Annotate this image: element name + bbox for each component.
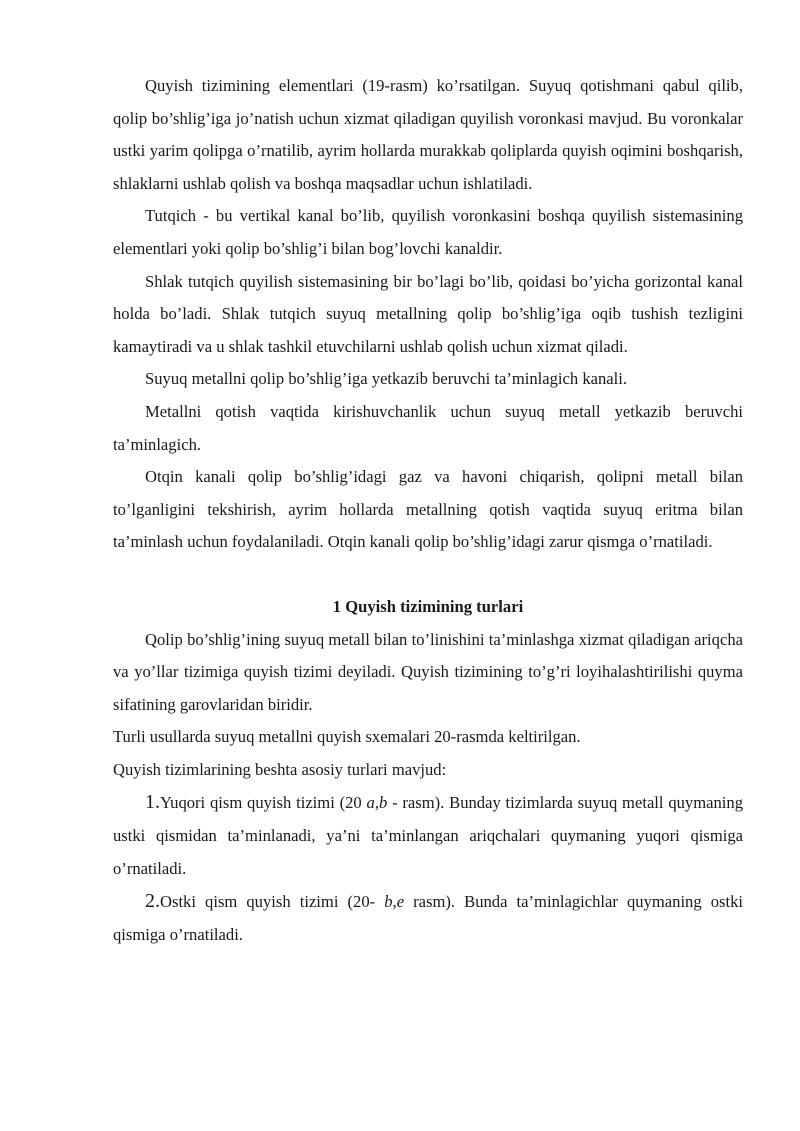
list-item-text-end: - rasm). Bunday tizimlarda suyuq metall quymaning ustki qismidan ta’minlanadi, ya’ni ta’minlangan ariqchalari quymaning yuqori qismiga o’rnatiladi. — [113, 793, 743, 878]
paragraph-taminlagich: Metallni qotish vaqtida kirishuvchanlik uchun suyuq metall yetkazib beruvchi ta’minlagich. — [113, 401, 743, 454]
list-item-number: 2. — [145, 890, 160, 913]
list-item-number: 1. — [145, 791, 160, 814]
list-item-text-end: rasm). Bunda ta’minlagichlar quymaning ostki qismiga o’rnatiladi. — [113, 892, 744, 944]
list-item-figure-ref: b,e — [384, 892, 405, 912]
list-item — [113, 885, 743, 951]
paragraph-types-intro: Quyish tizimlarining beshta asosiy turlari mavjud: — [113, 759, 447, 779]
paragraph-taminlagich-kanali: Suyuq metallni qolip bo’shlig’iga yetkazib beruvchi ta’minlagich kanali. — [145, 369, 628, 389]
list-item-text-start: Yuqori qism quyish tizimi (20 — [160, 793, 367, 813]
document-page — [113, 70, 743, 951]
paragraph-tutqich: Tutqich - bu vertikal kanal bo’lib, quyilish voronkasini boshqa quyilish sistemasining elementlari yoki qolip bo’shlig’i bilan bog’lovchi kanaldir. — [113, 206, 743, 258]
paragraph-schemes: Turli usullarda suyuq metallni quyish sxemalari 20-rasmda keltirilgan. — [113, 727, 581, 747]
paragraph-definition: Qolip bo’shlig’ining suyuq metall bilan to’linishini ta’minlashga xizmat qiladigan ariqcha va yo’llar tizimiga quyish tizimi deyiladi. Quyish tizimining to’g’ri loyihalashtirilishi quyma sifatining garovlaridan biridir. — [113, 629, 743, 714]
list-item-text-start: Ostki qism quyish tizimi (20- — [160, 892, 385, 912]
paragraph-shlak-tutqich: Shlak tutqich quyilish sistemasining bir bo’lagi bo’lib, qoidasi bo’yicha gorizontal kanal holda bo’ladi. Shlak tutqich suyuq metallning qolip bo’shlig’iga oqib tushish tezligini kamaytiradi va u shlak tashkil etuvchilarni ushlab qolish uchun xizmat qiladi. — [113, 271, 743, 356]
list-item — [113, 786, 743, 885]
paragraph-elements: Quyish tizimining elementlari (19-rasm) ko’rsatilgan. Suyuq qotishmani qabul qilib, qolip bo’shlig’iga jo’natish uchun xizmat qiladigan quyilish voronkasi mavjud. Bu voronkalar ustki yarim qolipga o’rnatilib, ayrim hollarda murakkab qoliplarda quyish oqimini boshqarish, shlaklarni ushlab qolish va boshqa maqsadlar uchun ishlatiladi. — [113, 76, 743, 193]
section-heading: 1 Quyish tizimining turlari — [332, 596, 524, 616]
paragraph-otqin-kanali: Otqin kanali qolip bo’shlig’idagi gaz va havoni chiqarish, qolipni metall bilan to’lganligini tekshirish, ayrim hollarda metallning qotish vaqtida suyuq eritma bilan ta’minlash uchun foydalaniladi. Otqin kanali qolip bo’shlig’idagi zarur qismga o’rnatiladi. — [113, 467, 743, 552]
list-item-figure-ref: a,b — [366, 793, 388, 813]
